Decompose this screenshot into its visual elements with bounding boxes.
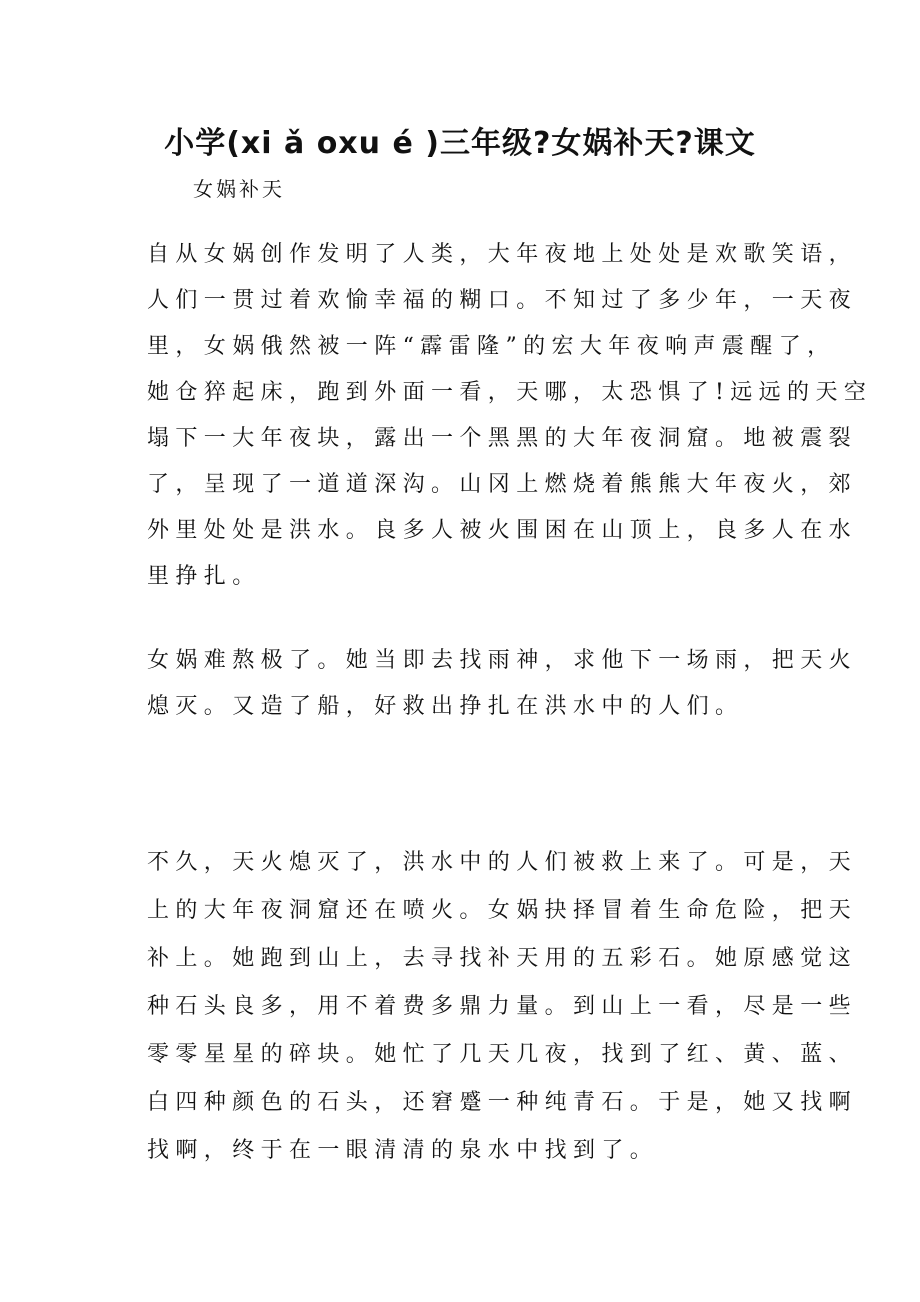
- text-line: 外里处处是洪水。良多人被火围困在山顶上，良多人在水: [147, 518, 858, 543]
- text-line: 不久，天火熄灭了，洪水中的人们被救上来了。可是，天: [147, 850, 858, 875]
- text-line: 里挣扎。: [147, 564, 261, 589]
- text-line: 补上。她跑到山上，去寻找补天用的五彩石。她原感觉这: [147, 946, 858, 971]
- text-line: 人们一贯过着欢愉幸福的糊口。不知过了多少年，一天夜: [147, 288, 858, 313]
- document-title: 小学(xi ǎ oxu é )三年级?女娲补天?课文: [164, 126, 756, 161]
- text-line: 熄灭。又造了船，好救出挣扎在洪水中的人们。: [147, 694, 744, 719]
- text-line: 白四种颜色的石头，还窘蹙一种纯青石。于是，她又找啊: [147, 1090, 858, 1115]
- paragraph-2: [147, 638, 857, 730]
- text-line: 零零星星的碎块。她忙了几天几夜，找到了红、黄、蓝、: [147, 1042, 858, 1067]
- text-line: 种石头良多，用不着费多鼎力量。到山上一看，尽是一些: [147, 994, 858, 1019]
- paragraph-3: [147, 839, 857, 1175]
- text-line: 自从女娲创作发明了人类，大年夜地上处处是欢歌笑语，: [147, 242, 858, 267]
- paragraph-1: [147, 232, 872, 600]
- text-line: 她仓猝起床，跑到外面一看，天哪，太恐惧了!远远的天空: [147, 380, 873, 405]
- text-line: 了，呈现了一道道深沟。山冈上燃烧着熊熊大年夜火，郊: [147, 472, 858, 497]
- text-line: 找啊，终于在一眼清清的泉水中找到了。: [147, 1138, 659, 1163]
- text-line: 女娲难熬极了。她当即去找雨神，求他下一场雨，把天火: [147, 648, 858, 673]
- document-subtitle: 女娲补天: [193, 177, 285, 201]
- text-line: 塌下一大年夜块，露出一个黑黑的大年夜洞窟。地被震裂: [147, 426, 858, 451]
- text-line: 里，女娲俄然被一阵“霹雷隆”的宏大年夜响声震醒了，: [147, 334, 836, 359]
- text-line: 上的大年夜洞窟还在喷火。女娲抉择冒着生命危险，把天: [147, 898, 858, 923]
